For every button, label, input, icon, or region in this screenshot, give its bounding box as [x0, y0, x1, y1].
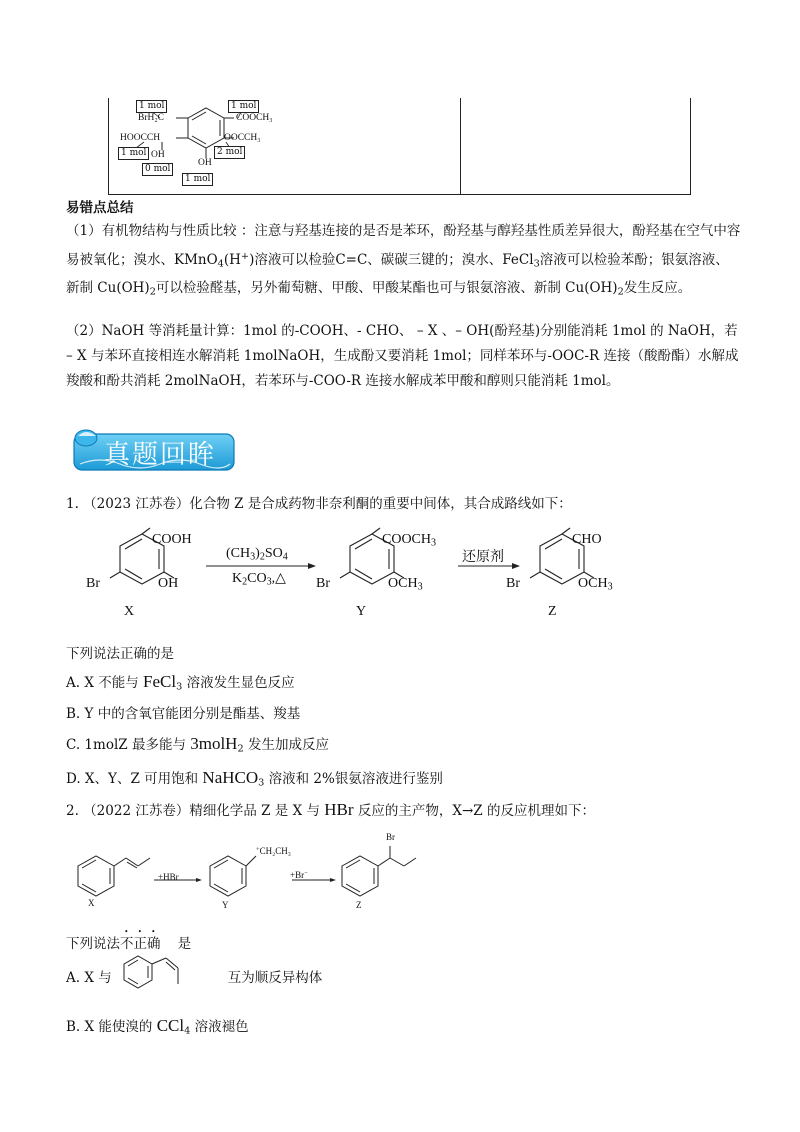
label-1mol-d: 1 mol — [182, 173, 213, 186]
errors-heading: 易错点总结 — [66, 200, 134, 216]
y-group-br: Br — [316, 576, 330, 591]
q2-hbr: +HBr — [158, 872, 179, 882]
errors-paragraph-2: （2）NaOH 等消耗量计算：1mol 的-COOH、- CHO、 – X 、– OH(酚羟基)分别能消耗 1mol 的 NaOH，若 – X 与苯环直接相连水解消耗 1molNaOH，生成酚又要消耗 1mol；同样苯环与-OOC-R 连接（酸酚酯）水解成羧酸和酚共消耗 2molNaOH，若苯环与-COO-R 连接水解成苯甲酸和醇则只能消耗 1mol。 — [66, 323, 739, 389]
group-ooch3: OOCCH₃ — [224, 133, 261, 143]
q1-option-d: D. X、Y、Z 可用饱和 NaHCO$_3$ 溶液和 2%银氨溶液进行鉴别 — [66, 768, 443, 789]
group-cooch3: COOCH₃ — [236, 113, 273, 123]
group-oh-b: OH — [198, 158, 212, 168]
q2-stem: 2. （2022 江苏卷）精细化学品 Z 是 X 与 HBr 反应的主产物，X→Z 的反应机理如下： — [66, 800, 595, 819]
label-1mol-c: 1 mol — [118, 147, 149, 160]
y-group-cooch3: $COOCH_3$ — [382, 532, 437, 549]
reagent-1-top: $(CH_3)_2SO_4$ — [226, 546, 288, 563]
y-label: Y — [356, 604, 367, 619]
x-group-cooh: COOH — [152, 532, 192, 547]
label-0mol: 0 mol — [142, 163, 173, 176]
z-group-och3: $OCH_3$ — [578, 576, 613, 593]
q2-ask: 下列说法不正确 是 — [66, 936, 192, 952]
q2-option-a-structure — [116, 946, 236, 996]
q2-mechanism-diagram — [70, 826, 470, 916]
z-label: Z — [548, 604, 557, 619]
q2-y-group: +CH₂CH₃ — [256, 846, 291, 857]
x-group-oh: OH — [158, 576, 179, 591]
reagent-1-bottom: $K_2CO_3,\triangle$ — [232, 571, 286, 588]
q2-x-label: X — [88, 898, 95, 908]
q2-y-label: Y — [222, 900, 229, 910]
reagent-2: 还原剂 — [462, 549, 504, 565]
x-group-br: Br — [86, 576, 100, 591]
q2-z-br: Br — [386, 832, 395, 842]
y-group-och3: $OCH_3$ — [388, 576, 423, 593]
q1-option-b: B. Y 中的含氧官能团分别是酯基、羧基 — [66, 706, 301, 722]
group-oh-a: OH — [151, 150, 165, 160]
label-2mol: 2 mol — [214, 146, 245, 159]
errors-paragraph-1: （1）有机物结构与性质比较 ：注意与羟基连接的是否是苯环，酚羟基与醇羟基性质差异很大，酚羟基在空气中容易被氧化；溴水、KMnO$_4$(H+)溶液可以检验C=C、碳碳三键的；溴水、FeCl$_3$溶液可以检验苯酚；银氨溶液、新制 $Cu(OH)_2$可以检验醛基，另外葡萄糖、甲酸、甲酸某酯也可与银氨溶液、新制 $Cu(OH)_2$发生反应。 — [66, 223, 741, 298]
q2-x-molecule — [78, 856, 150, 896]
z-group-br: Br — [506, 576, 520, 591]
q2-option-a: A. X 与 互为顺反异构体 — [66, 970, 323, 986]
group-brh2c: BrH₂C — [138, 113, 165, 123]
table-divider — [460, 98, 461, 194]
banner-title: 真题回眸 — [104, 440, 217, 470]
label-1mol-b: 1 mol — [228, 100, 259, 113]
group-hoocch: HOOCCH — [120, 133, 161, 143]
q2-z-label: Z — [356, 900, 362, 910]
q2-y-molecule — [210, 856, 256, 896]
q1-ask: 下列说法正确的是 — [66, 646, 174, 662]
q2-brm: +Br− — [290, 870, 308, 881]
q1-option-a: A. X 不能与 FeCl$_3$ 溶液发生显色反应 — [66, 672, 295, 693]
z-group-cho: CHO — [572, 532, 602, 547]
x-label: X — [124, 604, 135, 619]
label-1mol-a: 1 mol — [136, 100, 167, 113]
q1-option-c: C. 1molZ 最多能与 3molH$_2$ 发生加成反应 — [66, 734, 329, 755]
benzene-ring — [188, 108, 224, 148]
q1-stem: 1. （2023 江苏卷）化合物 Z 是合成药物非奈利酮的重要中间体，其合成路线如下： — [66, 496, 572, 512]
q2-option-b: B. X 能使溴的 CCl$_4$ 溶液褪色 — [66, 1016, 249, 1037]
q2-z-molecule — [342, 846, 416, 896]
